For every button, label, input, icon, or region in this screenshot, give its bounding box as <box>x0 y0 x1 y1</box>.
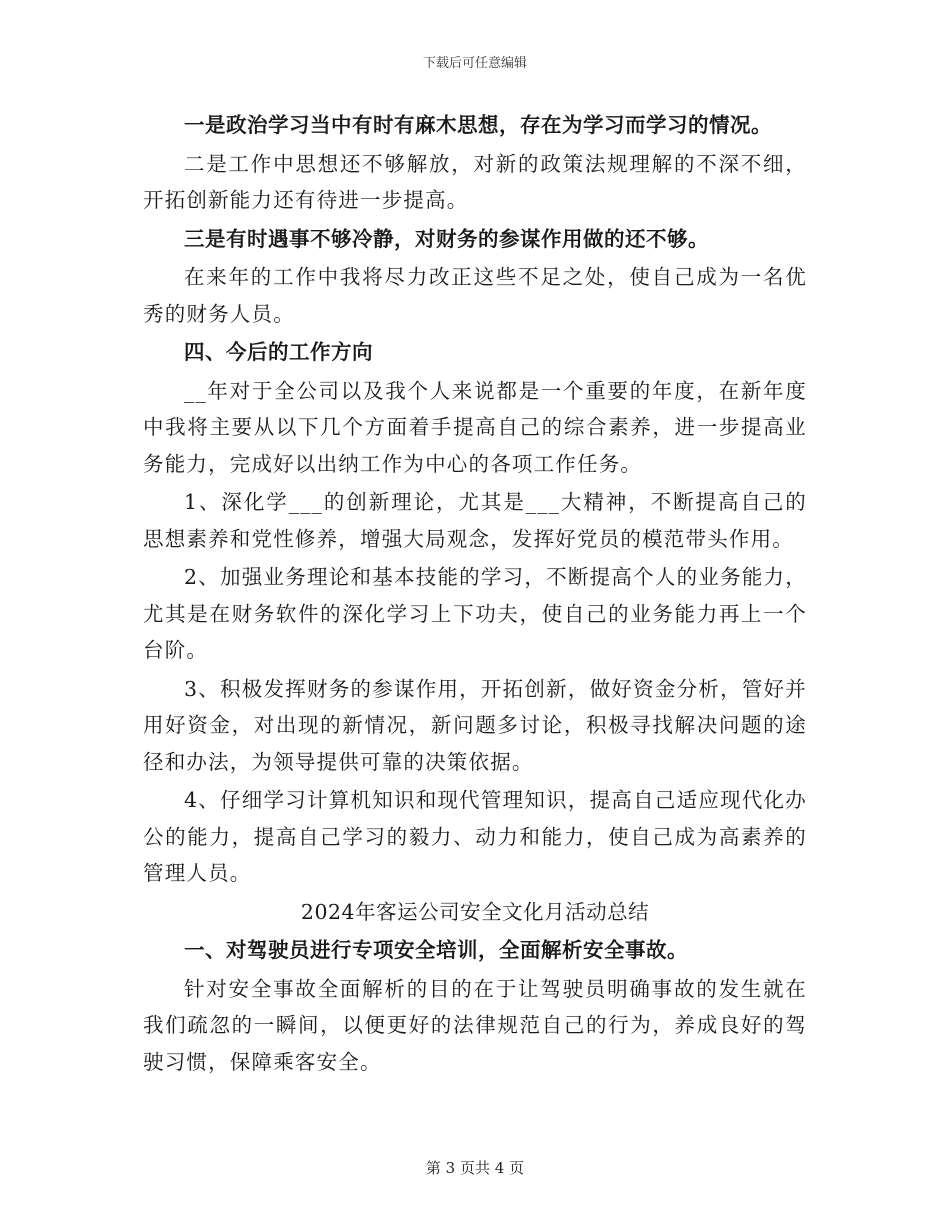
paragraph-problem-3: 三是有时遇事不够冷静，对财务的参谋作用做的还不够。 <box>184 226 709 251</box>
paragraph-item-4: 4、仔细学习计算机知识和现代管理知识，提高自己适应现代化办公的能力，提高自己学习的毅力、动力和能力，使自己成为高素养的管理人员。 <box>143 788 807 885</box>
paragraph-new-year: __年对于全公司以及我个人来说都是一个重要的年度，在新年度中我将主要从以下几个方面着手提高自己的综合素养，进一步提高业务能力，完成好以出纳工作为中心的各项工作任务。 <box>143 378 807 476</box>
paragraph-item-3: 3、积极发挥财务的参谋作用，开拓创新，做好资金分析，管好并用好资金，对出现的新情况，新问题多讨论，积极寻找解决问题的途径和办法，为领导提供可靠的决策依据。 <box>143 676 807 774</box>
paragraph-training: 针对安全事故全面解析的目的在于让驾驶员明确事故的发生就在我们疏忽的一瞬间，以便更好的法律规范自己的行为，养成良好的驾驶习惯，保障乘客安全。 <box>143 976 807 1074</box>
paragraph-problem-1: 一是政治学习当中有时有麻木思想，存在为学习而学习的情况。 <box>184 113 772 137</box>
document-title: 2024年客运公司安全文化月活动总结 <box>300 899 650 924</box>
paragraph-problem-2: 二是工作中思想还不够解放，对新的政策法规理解的不深不细，开拓创新能力还有待进一步提高。 <box>143 151 807 212</box>
paragraph-item-2: 2、加强业务理论和基本技能的学习，不断提高个人的业务能力，尤其是在财务软件的深化学习上下功夫，使自己的业务能力再上一个台阶。 <box>143 565 807 662</box>
page-footer: 第 3 页共 4 页 <box>425 1159 525 1177</box>
document-body <box>143 107 807 1080</box>
section-heading-training: 一、对驾驶员进行专项安全培训，全面解析安全事故。 <box>184 938 688 962</box>
paragraph-improvement: 在来年的工作中我将尽力改正这些不足之处，使自己成为一名优秀的财务人员。 <box>143 265 807 326</box>
paragraph-item-1: 1、深化学___的创新理论，尤其是___大精神，不断提高自己的思想素养和党性修养，增强大局观念，发挥好党员的模范带头作用。 <box>143 490 807 551</box>
section-heading-direction: 四、今后的工作方向 <box>184 340 373 364</box>
page-header: 下载后可任意编辑 <box>422 56 527 71</box>
